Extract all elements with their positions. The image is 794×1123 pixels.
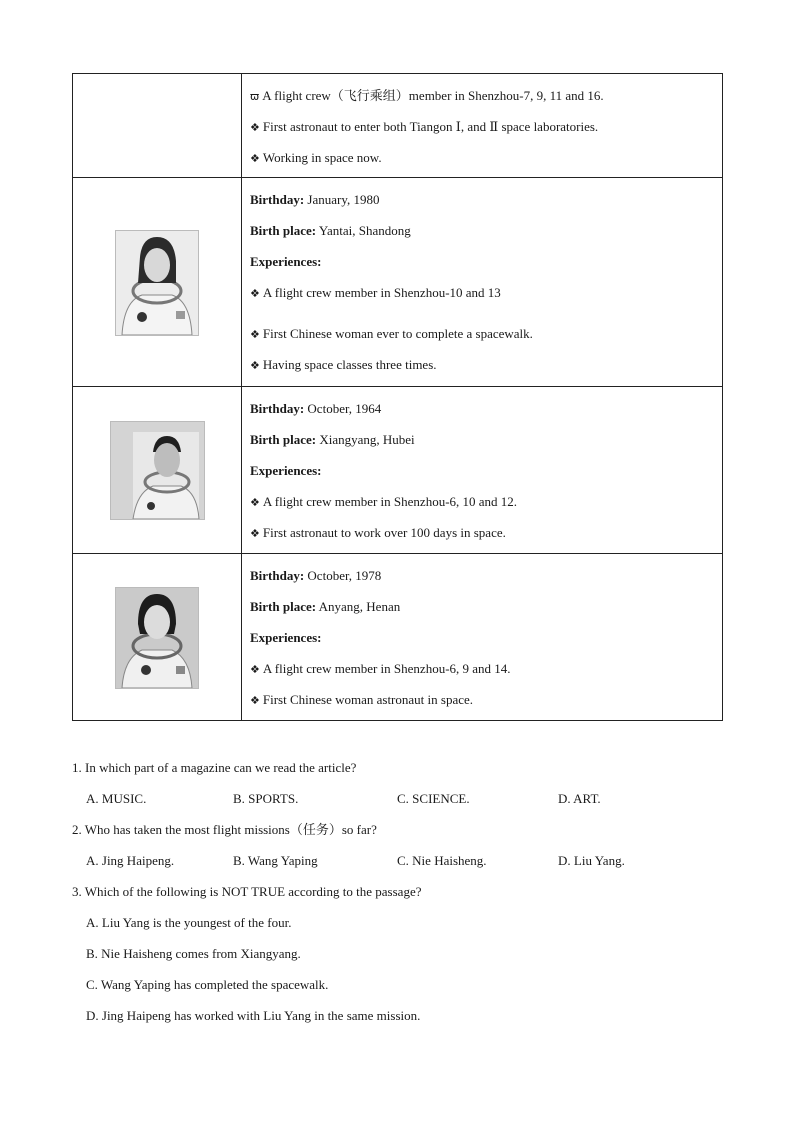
photo-cell — [73, 387, 242, 554]
bullet-icon: ❖ — [250, 694, 260, 707]
experience-text: First Chinese woman astronaut in space. — [262, 692, 474, 707]
birthday-label: Birthday: — [250, 401, 305, 416]
experiences-heading — [250, 246, 714, 277]
birthplace-label: Birth place: — [250, 432, 317, 447]
empty-photo-cell — [73, 74, 242, 178]
bullet-icon: ❖ — [250, 359, 260, 372]
experience-text: Working in space now. — [262, 150, 382, 165]
list-item — [250, 80, 714, 111]
option-b[interactable]: B. Wang Yaping — [233, 853, 318, 868]
option-d[interactable]: D. ART. — [558, 791, 601, 806]
options-row — [72, 783, 732, 814]
birthplace-label: Birth place: — [250, 599, 317, 614]
question-3: 3. Which of the following is NOT TRUE according to the passage? — [72, 884, 422, 899]
table-row — [73, 74, 723, 178]
bullet-icon: ❖ — [250, 496, 260, 509]
experience-text: Having space classes three times. — [262, 357, 437, 372]
bullet-icon: ϖ — [250, 90, 260, 103]
experience-text: A flight crew member in Shenzhou-6, 9 and 14. — [262, 661, 511, 676]
info-cell — [242, 387, 723, 554]
birthday-label: Birthday: — [250, 192, 305, 207]
experience-text: A flight crew（飞行乘组）member in Shenzhou-7, 9, 11 and 16. — [262, 88, 604, 103]
option-b[interactable]: B. Nie Haisheng comes from Xiangyang. — [86, 946, 301, 961]
table-row — [73, 554, 723, 721]
option-b[interactable]: B. SPORTS. — [233, 791, 299, 806]
birthplace-value: Xiangyang, Hubei — [319, 432, 415, 447]
bullet-icon: ❖ — [250, 328, 260, 341]
experience-text: A flight crew member in Shenzhou-10 and 13 — [262, 285, 501, 300]
experience-text: A flight crew member in Shenzhou-6, 10 and 12. — [262, 494, 518, 509]
birthday-value: October, 1978 — [307, 568, 382, 583]
birthplace-line — [250, 215, 714, 246]
birthday-label: Birthday: — [250, 568, 305, 583]
list-item — [250, 653, 714, 684]
birthplace-line — [250, 591, 714, 622]
list-item — [250, 142, 714, 173]
table-row — [73, 387, 723, 554]
birthplace-value: Anyang, Henan — [318, 599, 401, 614]
experience-text: First Chinese woman ever to complete a spacewalk. — [262, 326, 533, 341]
option-a[interactable]: A. Jing Haipeng. — [86, 853, 175, 868]
option-c[interactable]: C. Wang Yaping has completed the spacewalk. — [86, 977, 329, 992]
list-item — [250, 318, 714, 349]
info-cell — [242, 178, 723, 387]
info-cell — [242, 554, 723, 721]
list-item — [250, 111, 714, 142]
list-item — [250, 349, 714, 380]
photo-cell — [73, 178, 242, 387]
bullet-icon: ❖ — [250, 287, 260, 300]
experiences-label: Experiences: — [250, 463, 322, 478]
astronaut-photo — [110, 421, 205, 520]
questions-section — [72, 752, 732, 1031]
list-item — [250, 277, 714, 308]
birthplace-value: Yantai, Shandong — [318, 223, 411, 238]
experiences-label: Experiences: — [250, 254, 322, 269]
list-item — [250, 486, 714, 517]
birthday-value: January, 1980 — [307, 192, 380, 207]
bullet-icon: ❖ — [250, 152, 260, 165]
option-d[interactable]: D. Liu Yang. — [558, 853, 625, 868]
info-cell — [242, 74, 723, 178]
table-row — [73, 178, 723, 387]
list-item — [250, 517, 714, 548]
birthday-line — [250, 393, 714, 424]
option-d[interactable]: D. Jing Haipeng has worked with Liu Yang in the same mission. — [86, 1008, 421, 1023]
experience-text: First astronaut to work over 100 days in space. — [262, 525, 506, 540]
options-row — [72, 845, 732, 876]
astronaut-photo — [115, 230, 199, 336]
birthday-line — [250, 560, 714, 591]
experiences-heading — [250, 622, 714, 653]
birthday-value: October, 1964 — [307, 401, 382, 416]
option-a[interactable]: A. MUSIC. — [86, 791, 147, 806]
bullet-icon: ❖ — [250, 121, 260, 134]
option-c[interactable]: C. SCIENCE. — [397, 791, 470, 806]
experience-text: First astronaut to enter both Tiangon Ⅰ, and Ⅱ space laboratories. — [262, 119, 599, 134]
birthplace-label: Birth place: — [250, 223, 317, 238]
bullet-icon: ❖ — [250, 527, 260, 540]
question-1: 1. In which part of a magazine can we read the article? — [72, 760, 357, 775]
question-2: 2. Who has taken the most flight missions（任务）so far? — [72, 822, 377, 837]
astronaut-table — [72, 73, 723, 721]
option-a[interactable]: A. Liu Yang is the youngest of the four. — [86, 915, 292, 930]
list-item — [250, 684, 714, 715]
birthday-line — [250, 184, 714, 215]
birthplace-line — [250, 424, 714, 455]
experiences-heading — [250, 455, 714, 486]
bullet-icon: ❖ — [250, 663, 260, 676]
option-c[interactable]: C. Nie Haisheng. — [397, 853, 487, 868]
photo-cell — [73, 554, 242, 721]
experiences-label: Experiences: — [250, 630, 322, 645]
astronaut-photo — [115, 587, 199, 689]
